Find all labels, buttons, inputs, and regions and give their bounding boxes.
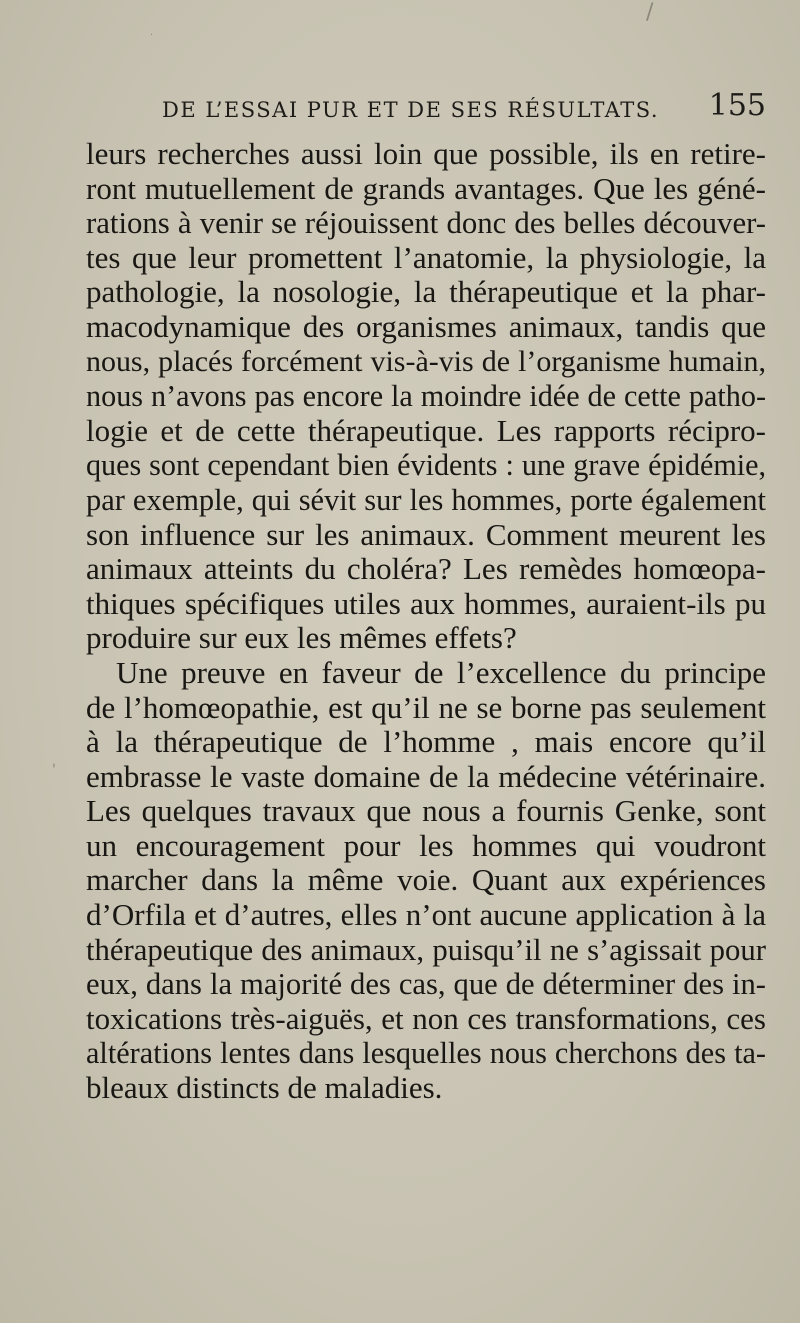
text-line: de l’homœopathie, est qu’il ne se borne pas seulement — [86, 689, 766, 725]
text-line: logie et de cette thérapeutique. Les rapports récipro- — [86, 412, 766, 448]
text-line: son influence sur les animaux. Comment meurent les — [86, 516, 766, 552]
text-line: nous n’avons pas encore la moindre idée de cette patho- — [86, 379, 766, 414]
paragraph — [86, 656, 766, 1106]
text-line: ques sont cependant bien évidents : une grave épidémie, — [86, 448, 766, 483]
page-number: 155 — [708, 88, 766, 123]
text-line: macodynamique des organismes animaux, tandis que — [86, 308, 766, 344]
text-line: eux, dans la majorité des cas, que de déterminer des in- — [86, 967, 766, 1002]
text-line: altérations lentes dans lesquelles nous cherchons des ta- — [86, 1036, 766, 1071]
text-line: rations à venir se réjouissent donc des belles découver- — [86, 206, 766, 241]
text-line: animaux atteints du choléra? Les remèdes homœopa- — [86, 551, 766, 587]
margin-tick-mark: ' — [52, 762, 56, 778]
text-line: produire sur eux les mêmes effets? — [86, 620, 517, 656]
text-line: thiques spécifiques utiles aux hommes, auraient-ils pu — [86, 585, 766, 621]
text-line: marcher dans la même voie. Quant aux expériences — [86, 862, 766, 898]
text-line: ront mutuellement de grands avantages. Que les géné- — [86, 170, 766, 206]
running-head: DE L’ESSAI PUR ET DE SES RÉSULTATS. — [162, 98, 660, 122]
text-line: d’Orfila et d’autres, elles n’ont aucune application à la — [86, 897, 766, 933]
text-line: un encouragement pour les hommes qui voudront — [86, 827, 766, 863]
text-line: leurs recherches aussi loin que possible, ils en retire- — [86, 136, 766, 171]
paragraph — [86, 137, 766, 656]
text-line: thérapeutique des animaux, puisqu’il ne s’agissait pour — [86, 932, 766, 967]
text-line: nous, placés forcément vis-à-vis de l’organisme humain, — [86, 344, 766, 378]
text-line: par exemple, qui sévit sur les hommes, porte également — [86, 482, 766, 517]
text-line: Une preuve en faveur de l’excellence du principe — [116, 654, 766, 690]
text-line: à la thérapeutique de l’homme , mais encore qu’il — [86, 724, 766, 760]
page-header — [162, 88, 772, 132]
body-text — [86, 137, 766, 1106]
text-line: toxications très-aiguës, et non ces transformations, ces — [86, 1000, 766, 1036]
speck-mark: · — [150, 30, 154, 41]
text-line: embrasse le vaste domaine de la médecine vétérinaire. — [86, 758, 766, 794]
text-line: bleaux distincts de maladies. — [86, 1070, 443, 1106]
margin-mark: / — [646, 0, 654, 25]
text-line: tes que leur promettent l’anatomie, la physiologie, la — [86, 239, 766, 275]
text-line: pathologie, la nosologie, la thérapeutique et la phar- — [86, 274, 766, 310]
text-line: Les quelques travaux que nous a fournis Genke, sont — [86, 793, 766, 829]
